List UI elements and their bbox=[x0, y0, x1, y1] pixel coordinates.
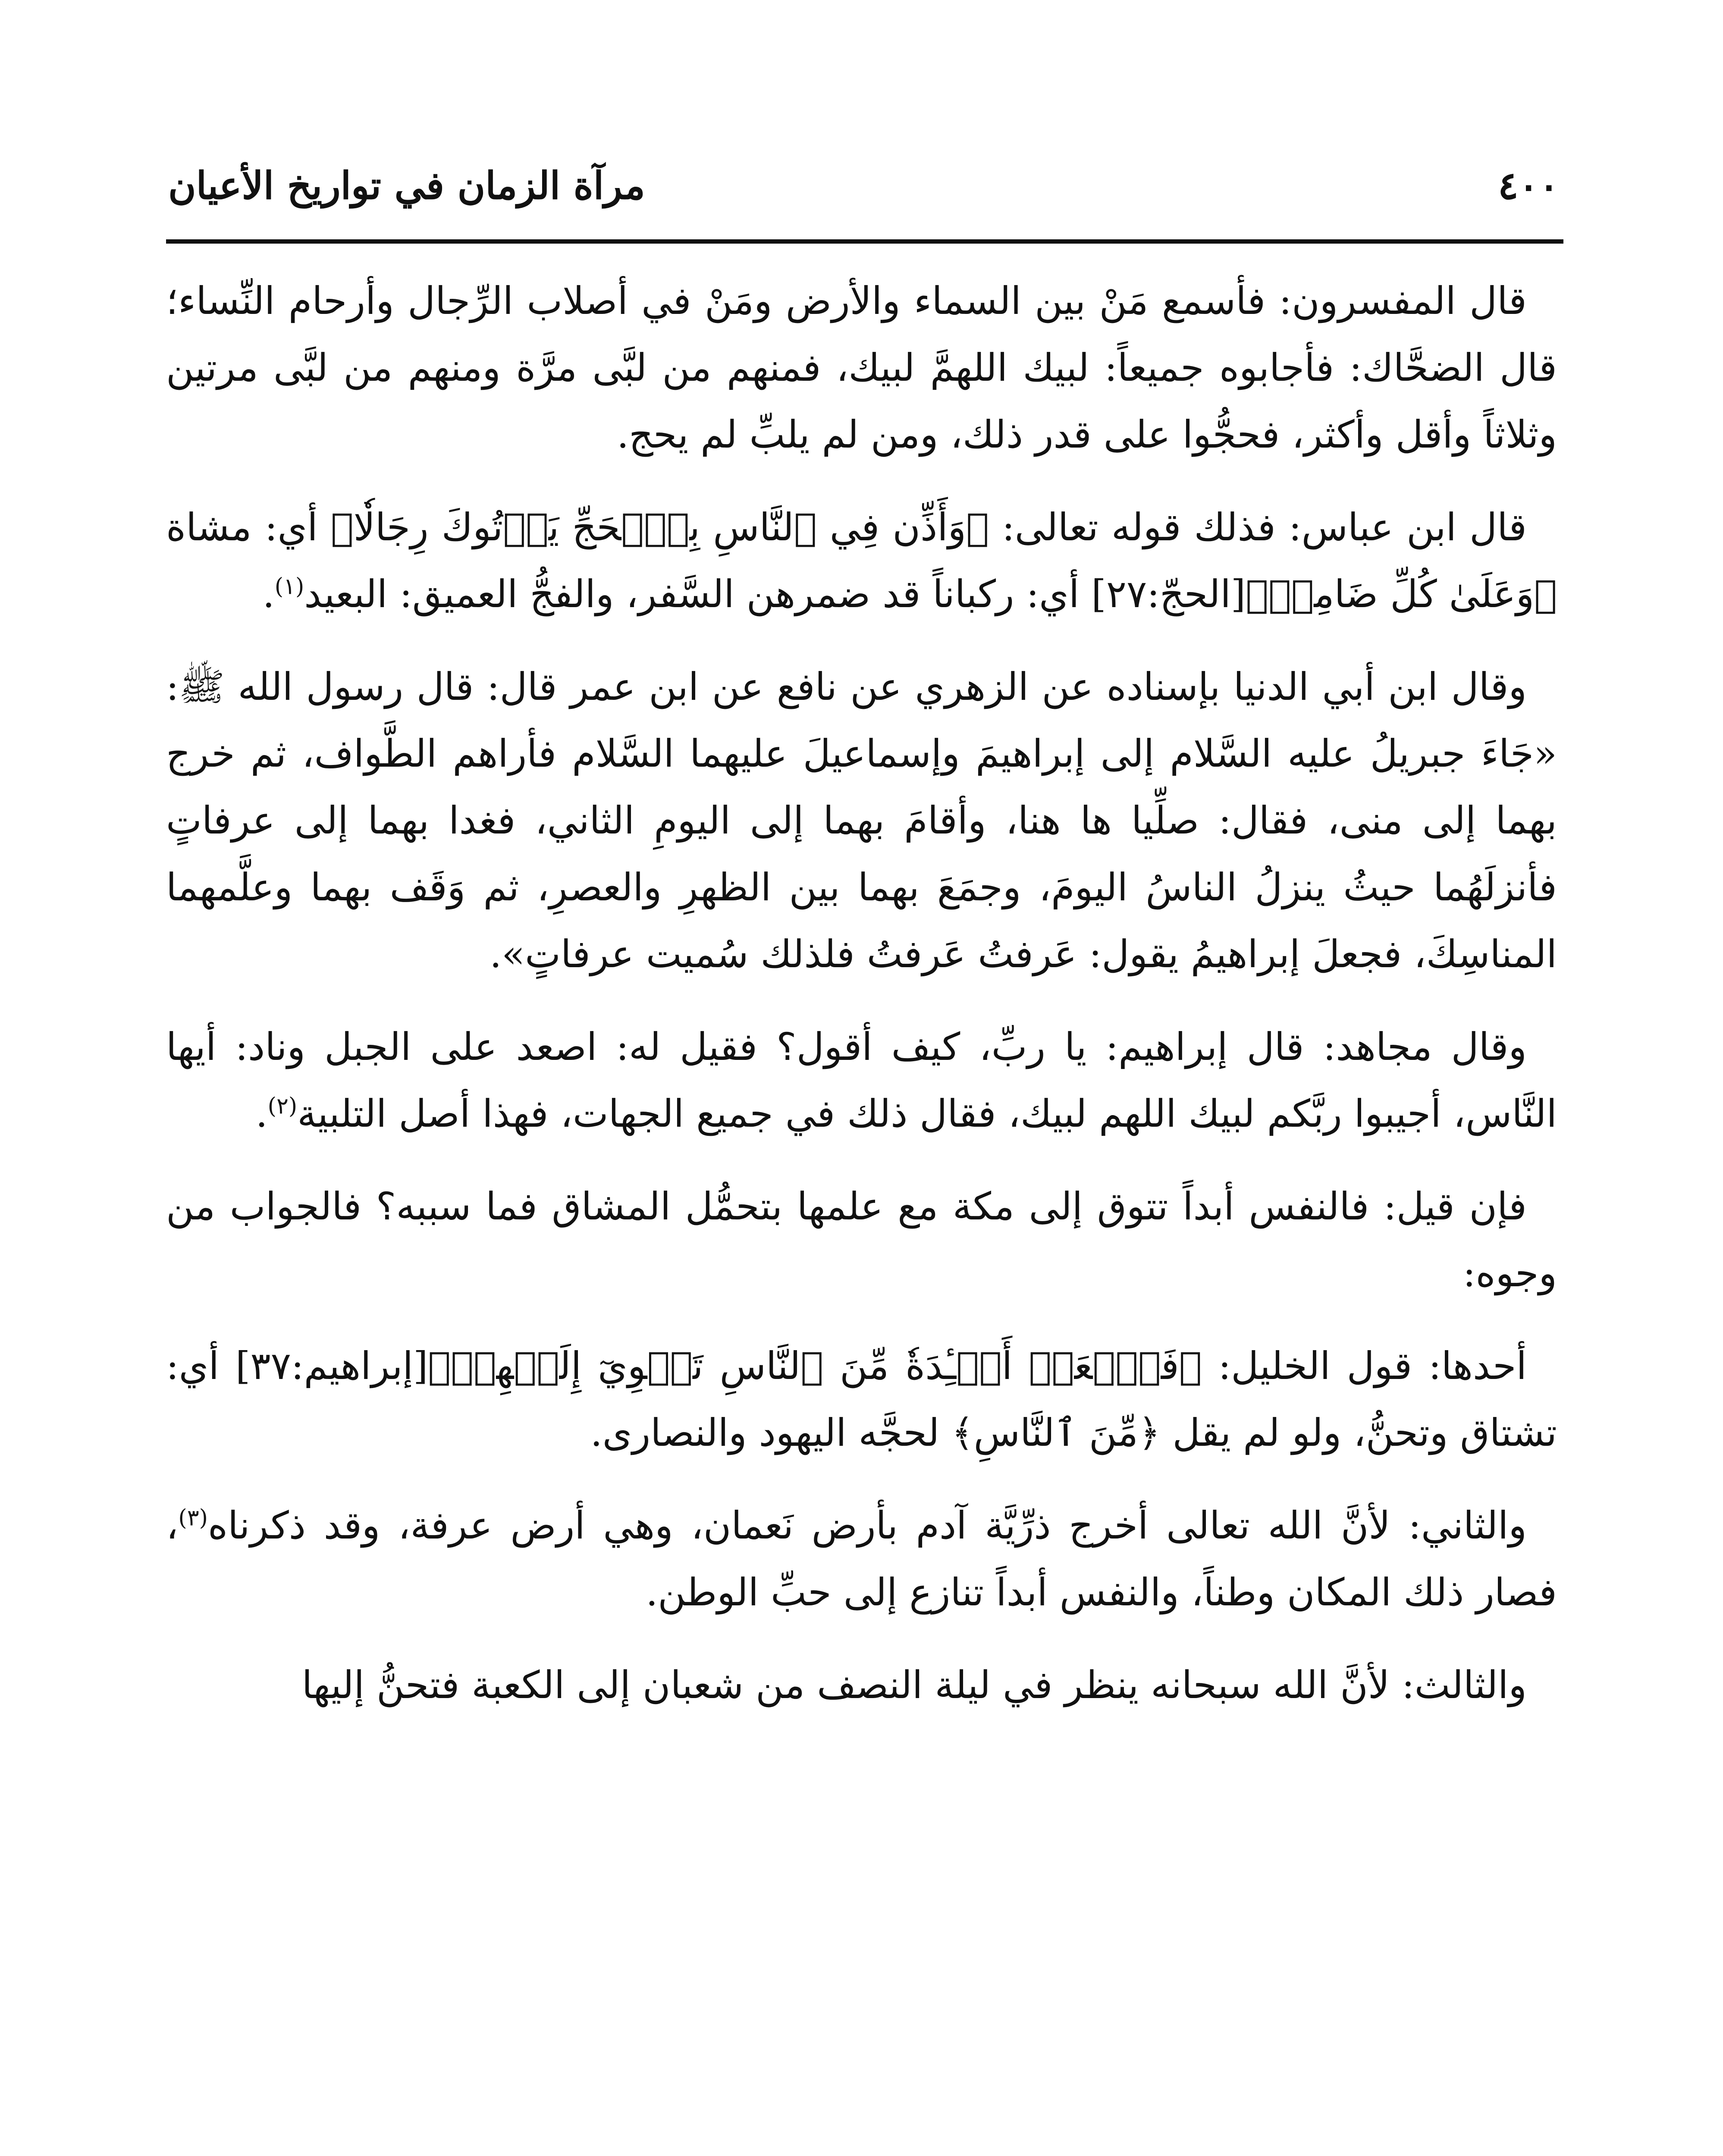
paragraph: قال المفسرون: فأسمع مَنْ بين السماء والأرض ومَنْ في أصلاب الرِّجال وأرحام النِّساء؛ قال الضحَّاك: فأجابوه جميعاً: لبيك اللهمَّ لبيك، فمنهم من لبَّى مرَّة ومنهم من لبَّى مرتين وثلاثاً وأقل وأكثر، فحجُّوا على قدر ذلك، ومن لم يلبِّ لم يحج. bbox=[166, 279, 1557, 457]
header-divider bbox=[166, 239, 1563, 244]
paragraph: وقال ابن أبي الدنيا بإسناده عن الزهري عن نافع عن ابن عمر قال: قال رسول الله ﷺ: «جَاءَ جبريلُ عليه السَّلام إلى إبراهيمَ وإسماعيلَ عليهما السَّلام فأراهم الطَّواف، ثم خرج بهما إلى منى، فقال: صلِّيا ها هنا، وأقامَ بهما إلى اليومِ الثاني، فغدا بهما إلى عرفاتٍ فأنزلَهُما حيثُ ينزلُ الناسُ اليومَ، وجمَعَ بهما بين الظهرِ والعصرِ، ثم وَقَف بهما وعلَّمهما المناسِكَ، فجعلَ إبراهيمُ يقول: عَرفتُ عَرفتُ فلذلك سُميت عرفاتٍ». bbox=[166, 664, 1557, 976]
paragraph: أحدها: قول الخليل: ﴿فَٱجۡعَلۡ أَفۡـِٔدَةٗ مِّنَ ٱلنَّاسِ تَهۡوِيٓ إِلَيۡهِمۡ﴾[إبراهيم:٣٧] أي: تشتاق وتحنُّ، ولو لم يقل ﴿مِّنَ ٱلنَّاسِ﴾ لحجَّه اليهود والنصارى. bbox=[166, 1344, 1557, 1455]
footnote-marker: (٣) bbox=[178, 1505, 208, 1531]
book-title: مرآة الزمان في تواريخ الأعيان bbox=[168, 163, 645, 208]
main-text bbox=[166, 267, 1557, 1744]
paragraph: والثالث: لأنَّ الله سبحانه ينظر في ليلة النصف من شعبان إلى الكعبة فتحنُّ إليها bbox=[301, 1663, 1527, 1707]
paragraph: وقال مجاهد: قال إبراهيم: يا ربِّ، كيف أقول؟ فقيل له: اصعد على الجبل وناد: أيها النَّاس، أجيبوا ربَّكم لبيك اللهم لبيك، فقال ذلك في جميع الجهات، فهذا أصل التلبية$^{(٢)}$. bbox=[166, 1025, 1557, 1136]
footnote-marker: (١) bbox=[274, 573, 304, 600]
paragraph: فإن قيل: فالنفس أبداً تتوق إلى مكة مع علمها بتحمُّل المشاق فما سببه؟ فالجواب من وجوه: bbox=[166, 1184, 1557, 1295]
footnote-marker: (٢) bbox=[267, 1093, 298, 1119]
page-number: ٤٠٠ bbox=[1498, 163, 1559, 208]
page-header bbox=[168, 155, 1559, 216]
paragraph: قال ابن عباس: فذلك قوله تعالى: ﴿وَأَذِّن فِي ٱلنَّاسِ بِٱلۡحَجِّ يَأۡتُوكَ رِجَالٗا﴾ أي: مشاة ﴿وَعَلَىٰ كُلِّ ضَامِرٖ﴾[الحجّ:٢٧] أي: ركباناً قد ضمرهن السَّفر، والفجُّ العميق: البعيد$^{(١)}$. bbox=[166, 505, 1557, 616]
paragraph: والثاني: لأنَّ الله تعالى أخرج ذرِّيَّة آدم بأرض نَعمان، وهي أرض عرفة، وقد ذكرناه$^{(٣)}$، فصار ذلك المكان وطناً، والنفس أبداً تنازع إلى حبِّ الوطن. bbox=[166, 1503, 1557, 1614]
